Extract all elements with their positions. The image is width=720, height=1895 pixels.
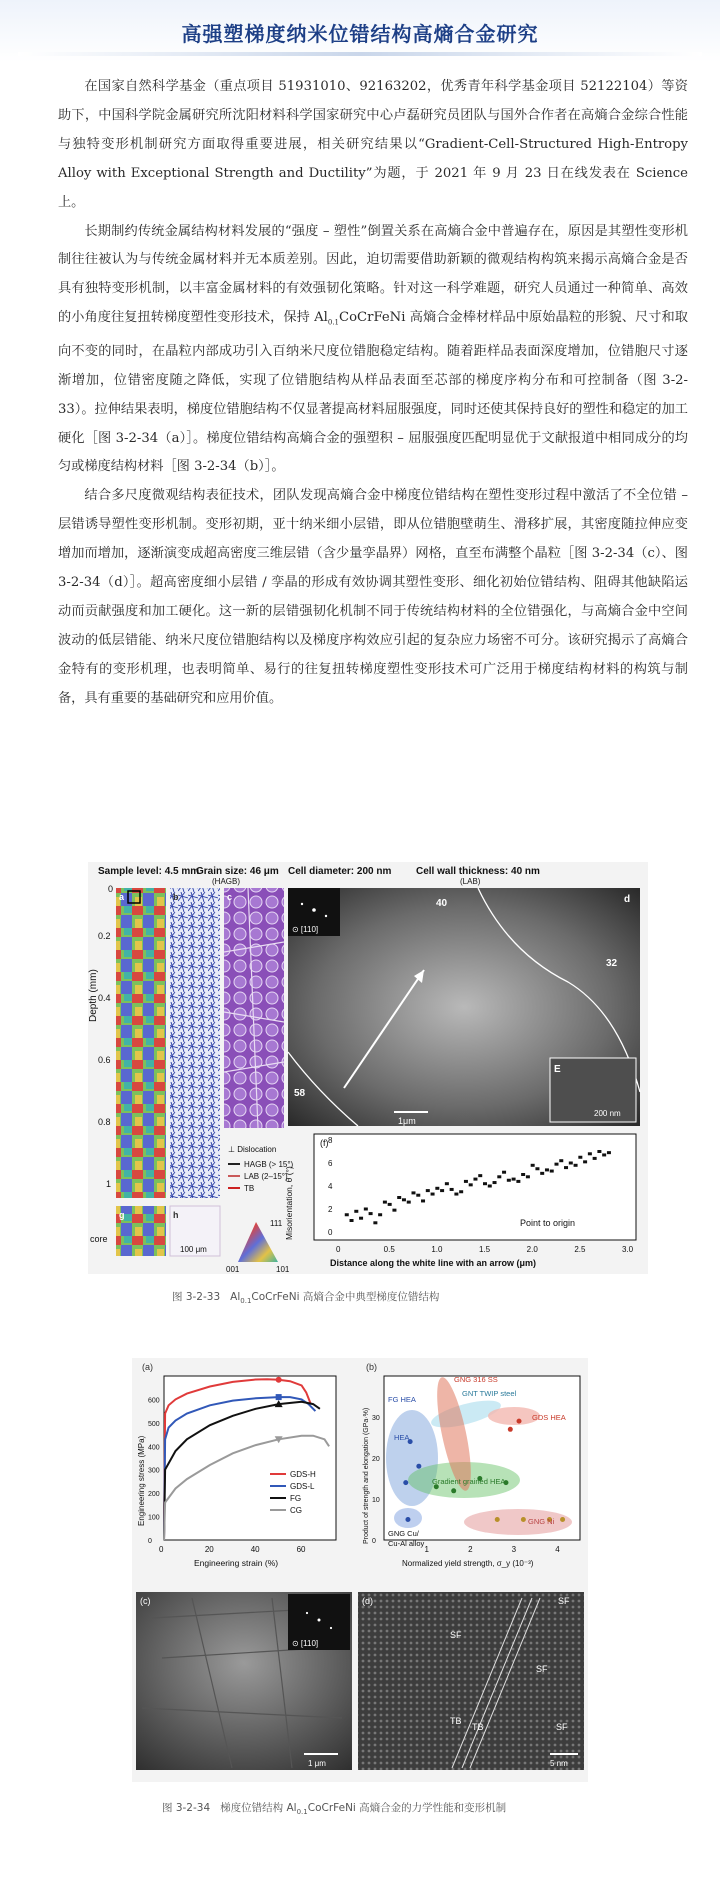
cell-structure-map: [224, 888, 284, 1128]
chart-f-point: [469, 1183, 473, 1186]
chart-f-point: [345, 1213, 349, 1216]
chart-a-ytick: 600: [148, 1397, 160, 1405]
label-gng-cu-2: Cu-Al alloy: [388, 1539, 425, 1548]
label-sf-1: SF: [558, 1596, 570, 1606]
paragraph-3: 结合多尺度微观结构表征技术，团队发现高熵合金中梯度位错结构在塑性变形过程中激活了不全位错 – 层错诱导塑性变形机制。变形初期，亚十纳米细小层错，即从位错胞壁萌生、滑移扩展，其密度随拉伸应变增加而增加，逐渐演变成超高密度三维层错（含少量孪晶界）网格，直至布满整个晶粒［图 3-2-34（c）、图 3-2-34（d）］。超高密度细小层错 / 孪晶的形成有效协调其塑性变形、细化初始位错结构、阻碍其他缺陷运动而贡献强度和加工硬化。这一新的层错强韧化机制不同于传统结构材料的全位错强化，与高熵合金中空间波动的低层错能、纳米尺度位错胞结构以及梯度序构效应引起的复杂应力场密不可分。该研究揭示了高熵合金特有的变形机理，也表明简单、易行的往复扭转梯度塑性变形技术可广泛用于梯度结构材料的构筑与制备，具有重要的基础研究和应用价值。: [58, 488, 688, 706]
label-fg-hea: FG HEA: [388, 1395, 416, 1404]
legend-hagb: HAGB (> 15°): [244, 1160, 294, 1169]
chart-f-xtick: 1.0: [431, 1245, 443, 1254]
caption-2-text-a: 梯度位错结构 Al: [220, 1802, 297, 1814]
panel-d-label: (d): [362, 1596, 373, 1606]
ipf-label-111: 111: [270, 1219, 283, 1228]
label-hea: HEA: [394, 1433, 410, 1442]
header-hagb: (HAGB): [212, 877, 240, 886]
chart-a-xtick: 20: [204, 1545, 214, 1554]
chart-f-xtick: 0: [336, 1245, 341, 1254]
article-body: [58, 73, 688, 714]
chart-f-point: [488, 1185, 492, 1188]
ebsd-map: [116, 888, 166, 1198]
caption-1-alloy: Al: [230, 1291, 241, 1303]
chart-b-ytick: 10: [372, 1497, 380, 1504]
panel-c-label: c: [227, 892, 233, 902]
chart-b-xtick: 2: [468, 1545, 473, 1554]
chart-b-point: [495, 1517, 500, 1522]
legend-label: GDS-L: [290, 1482, 315, 1491]
diffraction-spot: [301, 903, 303, 905]
depth-tick-1: 1: [106, 1179, 112, 1189]
chart-f-point: [597, 1150, 601, 1153]
chart-f-point: [521, 1173, 525, 1176]
label-gradient-hea: Gradient grained HEA: [432, 1477, 506, 1486]
chart-f-point: [369, 1212, 373, 1215]
scale-bar-5nm: 5 nm: [550, 1759, 568, 1768]
chart-f-point: [431, 1193, 435, 1196]
caption-2-prefix: 图 3-2-34: [162, 1802, 211, 1814]
chart-a-ytick: 200: [148, 1491, 160, 1499]
chart-f-point: [364, 1208, 368, 1211]
diffraction-spot: [325, 915, 327, 917]
depth-tick-0.6: 0.6: [98, 1055, 111, 1065]
chart-f-point: [569, 1162, 573, 1165]
chart-f-xtick: 3.0: [622, 1245, 634, 1254]
caption-1-subscript: 0.1: [240, 1297, 252, 1306]
header-divider: [18, 52, 702, 56]
dislocation-map: [170, 888, 220, 1198]
chart-b-ylabel: Product of strength and elongation (GPa·%): [363, 1407, 370, 1544]
chart-f-ytick: 0: [328, 1228, 333, 1237]
chart-f-point: [397, 1196, 401, 1199]
chart-f-point: [440, 1189, 444, 1192]
chart-f-point: [412, 1191, 416, 1194]
tem-number-40: 40: [436, 898, 448, 909]
chart-f-point: [526, 1175, 530, 1178]
zone-axis-label: ⊙ [110]: [292, 925, 319, 934]
label-gng-ni: GNG Ni: [528, 1517, 555, 1526]
chart-b-point: [416, 1464, 421, 1469]
scale-bar-1um: 1μm: [398, 1116, 416, 1126]
chart-b-ytick: 0: [372, 1538, 376, 1545]
hrtem-image-d: [358, 1592, 584, 1770]
chart-b-point: [451, 1488, 456, 1493]
chart-f-point: [459, 1190, 463, 1193]
chart-a-ytick: 100: [148, 1514, 160, 1522]
header-lab: (LAB): [460, 877, 481, 886]
inset-e: [550, 1058, 636, 1122]
caption-1-text: CoCrFeNi 高熵合金中典型梯度位错结构: [251, 1291, 440, 1303]
chart-f-ytick: 4: [328, 1182, 333, 1191]
diffraction-spot: [306, 1612, 308, 1614]
diffraction-spot: [318, 1619, 321, 1622]
diffraction-spot: [312, 908, 316, 912]
chart-a-ytick: 500: [148, 1420, 160, 1428]
chart-f-point: [540, 1172, 544, 1175]
zone-axis-label-c: ⊙ [110]: [292, 1639, 319, 1648]
chart-f-ylabel: Misorientation, θ (°): [284, 1166, 294, 1240]
stress-strain-chart: [137, 1362, 336, 1568]
figure-caption-2: [162, 1800, 506, 1816]
depth-tick-0.2: 0.2: [98, 931, 111, 941]
chart-f-point: [507, 1179, 511, 1182]
chart-f-point: [574, 1164, 578, 1167]
chart-f-point: [435, 1187, 439, 1190]
chart-f-ytick: 6: [328, 1159, 333, 1168]
chart-b-point: [521, 1517, 526, 1522]
chart-f-point: [426, 1189, 430, 1192]
label-gng-cu: GNG Cu/: [388, 1529, 419, 1538]
chart-f-point: [421, 1199, 425, 1202]
header-wall-thickness: Cell wall thickness: 40 nm: [416, 866, 540, 877]
chart-f-point: [483, 1182, 487, 1185]
chart-b-point: [405, 1517, 410, 1522]
legend-lab: LAB (2–15°): [244, 1172, 288, 1181]
legend-label: FG: [290, 1494, 302, 1503]
chart-f-point: [373, 1221, 377, 1224]
panel-g-label: g: [119, 1210, 125, 1220]
chart-b-xtick: 3: [511, 1545, 517, 1554]
chart-a-ytick: 400: [148, 1444, 160, 1452]
chart-f-ytick: 8: [328, 1136, 333, 1145]
chart-a-xtick: 60: [296, 1545, 306, 1554]
chart-f-point: [607, 1151, 611, 1154]
legend-label: CG: [290, 1506, 302, 1515]
chart-f-point: [516, 1180, 520, 1183]
header-sample-level: Sample level: 4.5 mm: [98, 866, 200, 877]
chart-f-point: [588, 1152, 592, 1155]
chart-a-xtick: 40: [250, 1545, 260, 1554]
legend-dislocation: ⊥ Dislocation: [228, 1145, 277, 1154]
chart-b-ytick: 20: [372, 1456, 380, 1463]
scale-bar-100um: 100 μm: [180, 1245, 207, 1254]
chart-f-point: [531, 1164, 535, 1167]
chart-f-point: [559, 1159, 563, 1162]
scale-bar-1um-c: 1 μm: [308, 1759, 326, 1768]
region-gng-ni: [464, 1509, 572, 1535]
label-sf-3: SF: [536, 1664, 548, 1674]
figure-3-2-33: [88, 862, 648, 1274]
chart-f-point: [388, 1203, 392, 1206]
header-grain-size: Grain size: 46 μm: [196, 866, 279, 877]
chart-b-point: [560, 1517, 565, 1522]
chart-f-point: [454, 1193, 458, 1196]
depth-axis-label: Depth (mm): [88, 969, 99, 1022]
depth-tick-core: core: [90, 1234, 108, 1244]
chart-f-point: [416, 1194, 420, 1197]
chart-f-xtick: 1.5: [479, 1245, 491, 1254]
chart-b-point: [517, 1419, 522, 1424]
series-marker: [276, 1377, 282, 1383]
chart-f-point: [578, 1156, 582, 1159]
header-cell-diameter: Cell diameter: 200 nm: [288, 866, 392, 877]
label-tb-1: TB: [450, 1716, 462, 1726]
caption-1-prefix: 图 3-2-33: [172, 1291, 221, 1303]
alloy-subscript: 0.1: [327, 318, 340, 327]
label-tb-2: TB: [472, 1722, 484, 1732]
chart-f-point: [564, 1166, 568, 1169]
chart-f-point: [450, 1188, 454, 1191]
ipf-label-001: 001: [226, 1265, 240, 1274]
chart-f-point: [583, 1160, 587, 1163]
chart-f-annotation: Point to origin: [520, 1218, 576, 1228]
page-title: 高强塑梯度纳米位错结构高熵合金研究: [181, 22, 539, 46]
series-marker: [276, 1394, 282, 1400]
chart-b-point: [508, 1427, 513, 1432]
panel-d-label: d: [624, 894, 631, 905]
depth-tick-0: 0: [108, 884, 114, 894]
label-gng316: GNG 316 SS: [454, 1375, 498, 1384]
chart-a-ytick: 300: [148, 1467, 160, 1475]
panel-e-label: E: [554, 1064, 561, 1075]
panel-c-label: (c): [140, 1596, 151, 1606]
chart-a-xlabel: Engineering strain (%): [194, 1558, 279, 1568]
chart-f-point: [378, 1213, 382, 1216]
chart-f-xtick: 0.5: [383, 1245, 395, 1254]
depth-tick-0.8: 0.8: [98, 1117, 111, 1127]
paragraph-2: [58, 218, 688, 483]
chart-f-point: [392, 1209, 396, 1212]
chart-f-point: [593, 1157, 597, 1160]
panel-a-label: (a): [142, 1362, 153, 1372]
chart-f-point: [550, 1170, 554, 1173]
paragraph-1: 在国家自然科学基金（重点项目 51931010、92163202，优秀青年科学基金项目 52122104）等资助下，中国科学院金属研究所沈阳材料科学国家研究中心卢磊研究员团队与国外合作者在高熵合金综合性能与独特变形机制研究方面取得重要进展，相关研究结果以“Gradient-Cell-Structured High-Entropy Alloy with Exceptional Strength and Ductility”为题，于 2021 年 9 月 23 日在线发表在 Science 上。: [58, 79, 688, 210]
chart-f-point: [602, 1153, 606, 1156]
chart-a-ylabel: Engineering stress (MPa): [137, 1435, 146, 1526]
legend-tb: TB: [244, 1184, 255, 1193]
chart-a-xtick: 0: [159, 1545, 164, 1554]
chart-f-point: [473, 1178, 477, 1181]
chart-f-point: [359, 1217, 363, 1220]
scale-bar-200nm: 200 nm: [594, 1109, 621, 1118]
chart-f-xtick: 2.5: [574, 1245, 586, 1254]
chart-f-point: [464, 1180, 468, 1183]
tem-number-32: 32: [606, 958, 618, 969]
label-sf-4: SF: [556, 1722, 568, 1732]
chart-f-point: [407, 1201, 411, 1204]
label-gds-hea: GDS HEA: [532, 1413, 566, 1422]
panel-h-label: h: [173, 1210, 179, 1220]
chart-f-point: [350, 1219, 354, 1222]
chart-f-point: [535, 1167, 539, 1170]
chart-b-point: [403, 1480, 408, 1485]
chart-a-ytick: 0: [148, 1538, 152, 1545]
paragraph-2-part-b: CoCrFeNi 高熵合金棒材样品中原始晶粒的形貌、尺寸和取向不变的同时，在晶粒内部成功引入百纳米尺度位错胞稳定结构。随着距样品表面深度增加，位错胞尺寸逐渐增加，位错密度随之降低，实现了位错胞结构从样品表面至芯部的梯度序构分布和可控制备（图 3-2-33）。拉伸结果表明，梯度位错胞结构不仅显著提高材料屈服强度，同时还使其保持良好的塑性和稳定的加工硬化［图 3-2-34（a）］。梯度位错结构高熵合金的强塑积 – 屈服强度匹配明显优于文献报道中相同成分的均匀或梯度结构材料［图 3-2-34（b）］。: [58, 310, 688, 475]
chart-f-xtick: 2.0: [526, 1245, 538, 1254]
chart-f-point: [502, 1171, 506, 1174]
diffraction-spot: [330, 1627, 332, 1629]
chart-f-point: [545, 1168, 549, 1171]
chart-f-point: [512, 1178, 516, 1181]
chart-f-point: [383, 1201, 387, 1204]
caption-2-text-b: CoCrFeNi 高熵合金的力学性能和变形机制: [307, 1802, 507, 1814]
chart-f-point: [478, 1174, 482, 1177]
chart-b-xlabel: Normalized yield strength, σ_y (10⁻³): [402, 1559, 534, 1568]
strength-ductility-chart: [363, 1362, 580, 1568]
chart-f-point: [354, 1210, 358, 1213]
figure-3-2-34: [132, 1358, 588, 1782]
chart-f-point: [555, 1163, 559, 1166]
label-sf-2: SF: [450, 1630, 462, 1640]
label-gnt: GNT TWIP steel: [462, 1389, 517, 1398]
chart-f-point: [493, 1181, 497, 1184]
chart-b-ytick: 30: [372, 1415, 380, 1422]
chart-b-xtick: 4: [555, 1545, 560, 1554]
chart-f-point: [402, 1198, 406, 1201]
chart-f-ytick: 2: [328, 1205, 333, 1214]
panel-a-label: a: [119, 892, 125, 902]
panel-b-label: b: [173, 892, 179, 902]
ipf-label-101: 101: [276, 1265, 290, 1274]
paragraph-2-part-a: 长期制约传统金属结构材料发展的“强度 – 塑性”倒置关系在高熵合金中普遍存在，原因是其塑性变形机制往往被认为与传统金属材料并无本质差别。因此，迫切需要借助新颖的微观结构构筑来揭示高熵合金是否具有独特变形机制，以丰富金属材料的有效强韧化策略。针对这一科学难题，研究人员通过一种简单、高效的小角度往复扭转梯度塑性变形技术，保持 Al: [58, 223, 688, 326]
chart-f-background: [314, 1134, 636, 1240]
chart-f-xlabel: Distance along the white line with an arrow (μm): [330, 1258, 537, 1268]
panel-f-label: (f): [320, 1138, 329, 1148]
tem-number-58: 58: [294, 1088, 306, 1099]
legend-label: GDS-H: [290, 1470, 316, 1479]
figure-caption-1: [172, 1289, 439, 1305]
chart-b-xtick: 1: [424, 1545, 430, 1554]
chart-f-point: [445, 1182, 449, 1185]
panel-b-label: (b): [366, 1362, 377, 1372]
chart-f-point: [497, 1175, 501, 1178]
caption-2-subscript: 0.1: [296, 1808, 308, 1817]
depth-tick-0.4: 0.4: [98, 993, 111, 1003]
